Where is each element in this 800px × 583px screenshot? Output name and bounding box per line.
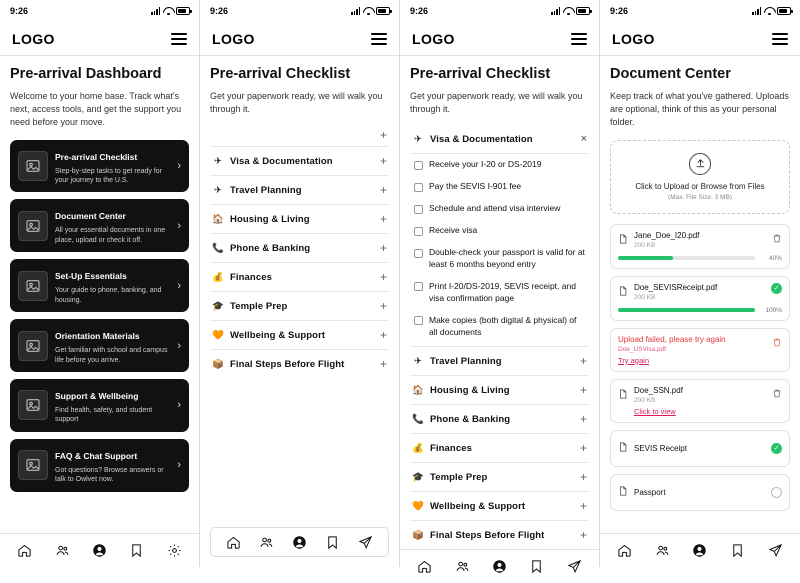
app-bar [600, 22, 800, 56]
status-bar [0, 0, 199, 22]
file-icon [618, 484, 628, 502]
document-card-error[interactable] [610, 328, 790, 372]
money-icon: 💰 [412, 442, 424, 454]
section-label: Travel Planning [230, 184, 302, 196]
checkbox[interactable] [414, 183, 423, 192]
house-icon: 🏠 [412, 384, 424, 396]
graduation-cap-icon: 🎓 [412, 471, 424, 483]
card-title: Support & Wellbeing [55, 391, 139, 402]
dashboard-card-faq-chat-support[interactable] [10, 439, 189, 492]
checkbox[interactable] [414, 249, 423, 258]
card-title: Pre-arrival Checklist [55, 151, 138, 162]
wifi-icon [363, 7, 373, 15]
nav-people-icon[interactable] [55, 543, 70, 558]
nav-bookmark-icon[interactable] [129, 543, 144, 558]
section-label: Housing & Living [230, 213, 310, 225]
section-row-wellbeing-support[interactable] [210, 321, 389, 350]
section-label: Wellbeing & Support [230, 329, 326, 341]
file-icon [618, 284, 628, 302]
signal-icon [151, 7, 160, 15]
battery-icon [176, 7, 190, 15]
checkbox[interactable] [414, 205, 423, 214]
card-desc: Find health, safety, and student support [55, 407, 153, 424]
task-label: Schedule and attend visa interview [429, 203, 561, 214]
dashboard-card-checklist[interactable] [10, 140, 189, 193]
battery-icon [376, 7, 390, 15]
upload-hint: (Max. File Size: 3 MB) [668, 193, 732, 201]
section-label: Temple Prep [430, 471, 488, 483]
nav-profile-icon[interactable] [292, 535, 307, 550]
package-icon: 📦 [412, 529, 424, 541]
checkbox[interactable] [414, 227, 423, 236]
status-bar [200, 0, 399, 22]
battery-icon [777, 7, 791, 15]
wifi-icon [563, 7, 573, 15]
section-row-finances[interactable] [210, 263, 389, 292]
dashboard-card-document-center[interactable] [10, 199, 189, 252]
document-card-complete[interactable] [610, 276, 790, 321]
wifi-icon [764, 7, 774, 15]
section-label: Phone & Banking [230, 242, 311, 254]
card-desc: Got questions? Browse answers or talk to Owlvet now. [55, 466, 164, 484]
nav-send-icon[interactable] [567, 559, 582, 574]
nav-home-icon[interactable] [617, 543, 632, 558]
section-label: Visa & Documentation [230, 155, 333, 167]
expand-icon[interactable]: + [379, 183, 387, 198]
nav-profile-icon[interactable] [492, 559, 507, 574]
nav-home-icon[interactable] [17, 543, 32, 558]
image-placeholder-icon [18, 390, 48, 420]
document-name: Passport [634, 487, 666, 497]
trash-icon[interactable] [772, 386, 782, 404]
signal-icon [752, 7, 761, 15]
battery-icon [576, 7, 590, 15]
card-desc: Your guide to phone, banking, and housing. [55, 287, 162, 304]
nav-home-icon[interactable] [417, 559, 432, 574]
chevron-right-icon: › [177, 399, 181, 412]
checklist-task[interactable] [410, 276, 589, 310]
expand-icon[interactable]: + [379, 270, 387, 285]
check-circle-icon: ✓ [771, 443, 782, 454]
task-label: Print I-20/DS-2019, SEVIS receipt, and visa confirmation page [429, 280, 576, 303]
section-row-housing-living[interactable] [410, 376, 589, 405]
checklist-task[interactable] [410, 310, 589, 348]
expand-icon[interactable]: + [379, 154, 387, 169]
chevron-right-icon: › [177, 159, 181, 172]
section-row-visa-documentation[interactable] [210, 147, 389, 176]
section-row-temple-prep[interactable] [410, 463, 589, 492]
image-placeholder-icon [18, 151, 48, 181]
expand-icon[interactable]: + [579, 383, 587, 398]
phone-icon: 📞 [212, 242, 224, 254]
expand-icon[interactable]: + [379, 328, 387, 343]
section-label: Phone & Banking [430, 413, 511, 425]
status-time: 9:26 [610, 6, 629, 16]
document-name: Jane_Doe_I20.pdf [634, 230, 700, 240]
signal-icon [351, 7, 360, 15]
progress-bar [618, 256, 755, 260]
checklist-task[interactable] [410, 154, 589, 176]
status-time: 9:26 [410, 6, 429, 16]
heart-icon: 🧡 [212, 329, 224, 341]
error-message: Upload failed, please try again [618, 334, 726, 344]
section-label: Housing & Living [430, 384, 510, 396]
plane-icon: ✈ [414, 134, 422, 146]
status-bar [600, 0, 800, 22]
upload-label: Click to Upload or Browse from Files [635, 181, 765, 191]
dashboard-card-support-wellbeing[interactable] [10, 379, 189, 432]
document-size: 200 KB [634, 396, 656, 404]
plane-icon: ✈ [214, 184, 222, 196]
task-label: Receive visa [429, 225, 478, 236]
task-label: Receive your I-20 or DS-2019 [429, 159, 542, 170]
trash-icon[interactable] [772, 335, 782, 353]
trash-icon[interactable] [772, 231, 782, 249]
document-name: Doe_USVisa.pdf [618, 345, 666, 353]
progress-label: 100% [765, 306, 782, 314]
file-icon [618, 387, 628, 405]
signal-icon [551, 7, 560, 15]
close-icon[interactable]: × [580, 133, 587, 146]
section-label: Wellbeing & Support [430, 500, 526, 512]
section-label: Final Steps Before Flight [230, 358, 345, 370]
card-desc: Get familiar with school and campus life before you arrive. [55, 347, 168, 364]
dashboard-card-setup-essentials[interactable] [10, 259, 189, 312]
bottom-nav [210, 527, 389, 557]
document-center-body [600, 56, 800, 533]
status-time: 9:26 [10, 6, 29, 16]
chevron-right-icon: › [177, 459, 181, 472]
check-circle-icon: ✓ [771, 283, 782, 294]
expand-icon[interactable]: + [379, 299, 387, 314]
image-placeholder-icon [18, 450, 48, 480]
nav-settings-icon[interactable] [167, 543, 182, 558]
money-icon: 💰 [212, 271, 224, 283]
phone-screen-document-center [600, 0, 800, 567]
section-row-finances[interactable] [410, 434, 589, 463]
checklist-task[interactable] [410, 176, 589, 198]
nav-bookmark-icon[interactable] [529, 559, 544, 574]
hamburger-menu-icon[interactable] [571, 33, 587, 45]
plane-icon: ✈ [414, 355, 422, 367]
page-subtitle: Welcome to your home base. Track what's next, access tools, and get the support you need before your move. [10, 91, 182, 128]
expand-icon[interactable]: + [579, 412, 587, 427]
image-placeholder-icon [18, 211, 48, 241]
add-section-button[interactable]: + [210, 126, 389, 147]
page-title: Pre-arrival Checklist [410, 66, 551, 82]
view-document-link[interactable]: Click to view [634, 406, 676, 416]
bottom-nav [0, 533, 199, 567]
nav-people-icon[interactable] [455, 559, 470, 574]
hamburger-menu-icon[interactable] [171, 33, 187, 45]
app-logo: LOGO [612, 30, 655, 47]
section-row-travel-planning[interactable] [410, 347, 589, 376]
chevron-right-icon: › [177, 339, 181, 352]
expand-icon[interactable]: + [379, 212, 387, 227]
heart-icon: 🧡 [412, 500, 424, 512]
checklist-task[interactable] [410, 198, 589, 220]
section-row-final-steps[interactable] [410, 521, 589, 549]
try-again-link[interactable]: Try again [618, 355, 649, 365]
nav-profile-icon[interactable] [692, 543, 707, 558]
section-row-wellbeing-support[interactable] [410, 492, 589, 521]
expand-icon[interactable]: + [579, 470, 587, 485]
image-placeholder-icon [18, 331, 48, 361]
phone-screen-checklist-collapsed [200, 0, 400, 567]
page-title: Pre-arrival Checklist [210, 66, 351, 82]
file-icon [618, 440, 628, 458]
image-placeholder-icon [18, 271, 48, 301]
hamburger-menu-icon[interactable] [371, 33, 387, 45]
document-name: SEVIS Receipt [634, 443, 687, 453]
section-label: Finances [430, 442, 472, 454]
upload-icon [689, 153, 711, 175]
nav-home-icon[interactable] [226, 535, 241, 550]
nav-people-icon[interactable] [259, 535, 274, 550]
checklist-body [200, 56, 399, 527]
document-size: 200 KB [634, 241, 656, 249]
checklist-expanded-body [400, 56, 599, 549]
expand-icon[interactable]: + [379, 241, 387, 256]
card-title: FAQ & Chat Support [55, 450, 138, 461]
task-label: Make copies (both digital & physical) of all documents [429, 314, 577, 337]
chevron-right-icon: › [177, 219, 181, 232]
task-label: Pay the SEVIS I-901 fee [429, 181, 522, 192]
section-label: Final Steps Before Flight [430, 529, 545, 541]
bottom-nav [400, 549, 599, 583]
card-title: Document Center [55, 211, 126, 222]
file-icon [618, 232, 628, 250]
section-row-visa-documentation-open[interactable] [410, 126, 589, 154]
expand-icon[interactable]: + [579, 354, 587, 369]
checklist-task[interactable] [410, 242, 589, 276]
document-name: Doe_SEVISReceipt.pdf [634, 282, 718, 292]
expand-icon[interactable]: + [579, 528, 587, 543]
card-desc: All your essential documents in one place, upload or check it off. [55, 227, 166, 244]
checkbox[interactable] [414, 316, 423, 325]
upload-dropzone[interactable] [610, 140, 790, 214]
section-row-temple-prep[interactable] [210, 292, 389, 321]
card-title: Orientation Materials [55, 331, 140, 342]
chevron-right-icon: › [177, 279, 181, 292]
page-subtitle: Get your paperwork ready, we will walk you through it. [410, 91, 583, 115]
dashboard-card-orientation-materials[interactable] [10, 319, 189, 372]
task-label: Double-check your passport is valid for at least 6 months beyond entry [429, 247, 585, 269]
status-time: 9:26 [210, 6, 229, 16]
wifi-icon [163, 7, 173, 15]
document-card-uploading[interactable] [610, 224, 790, 269]
house-icon: 🏠 [212, 213, 224, 225]
expand-icon[interactable]: + [579, 441, 587, 456]
app-logo: LOGO [12, 30, 55, 47]
page-title: Document Center [610, 66, 731, 82]
package-icon: 📦 [212, 358, 224, 370]
bottom-nav [600, 533, 800, 567]
nav-profile-icon[interactable] [92, 543, 107, 558]
nav-bookmark-icon[interactable] [325, 535, 340, 550]
hamburger-menu-icon[interactable] [772, 33, 788, 45]
section-row-phone-banking[interactable] [210, 234, 389, 263]
plane-icon: ✈ [214, 155, 222, 167]
section-row-phone-banking[interactable] [410, 405, 589, 434]
page-subtitle: Get your paperwork ready, we will walk you through it. [210, 91, 383, 115]
card-title: Set-Up Essentials [55, 271, 127, 282]
app-logo: LOGO [412, 30, 455, 47]
section-label: Visa & Documentation [430, 134, 533, 146]
expand-icon[interactable]: + [579, 499, 587, 514]
nav-people-icon[interactable] [655, 543, 670, 558]
nav-send-icon[interactable] [768, 543, 783, 558]
dashboard-body [0, 56, 199, 533]
document-card-done[interactable] [610, 379, 790, 423]
section-label: Travel Planning [430, 355, 502, 367]
graduation-cap-icon: 🎓 [212, 300, 224, 312]
section-row-final-steps[interactable] [210, 350, 389, 378]
progress-label: 40% [768, 254, 782, 262]
phone-icon: 📞 [412, 413, 424, 425]
section-label: Temple Prep [230, 300, 288, 312]
section-row-housing-living[interactable] [210, 205, 389, 234]
nav-bookmark-icon[interactable] [730, 543, 745, 558]
checkbox[interactable] [414, 282, 423, 291]
document-size: 200 KB [634, 293, 656, 301]
checkbox[interactable] [414, 161, 423, 170]
app-bar [400, 22, 599, 56]
document-row-sevis-receipt[interactable] [610, 430, 790, 467]
expand-icon[interactable]: + [379, 357, 387, 372]
progress-bar [618, 308, 755, 312]
status-bar [400, 0, 599, 22]
checklist-task[interactable] [410, 220, 589, 242]
document-row-passport[interactable] [610, 474, 790, 511]
empty-status-circle-icon[interactable] [771, 487, 782, 498]
card-desc: Step-by-step tasks to get ready for your journey to the U.S. [55, 167, 162, 184]
page-subtitle: Keep track of what you've gathered. Uploads are optional, think of this as your personal folder. [610, 91, 789, 128]
page-title: Pre-arrival Dashboard [10, 66, 162, 82]
app-bar [200, 22, 399, 56]
phone-screen-checklist-expanded [400, 0, 600, 567]
section-row-travel-planning[interactable] [210, 176, 389, 205]
section-label: Finances [230, 271, 272, 283]
app-bar [0, 22, 199, 56]
document-name: Doe_SSN.pdf [634, 385, 683, 395]
phone-screen-dashboard [0, 0, 200, 567]
nav-send-icon[interactable] [358, 535, 373, 550]
app-logo: LOGO [212, 30, 255, 47]
